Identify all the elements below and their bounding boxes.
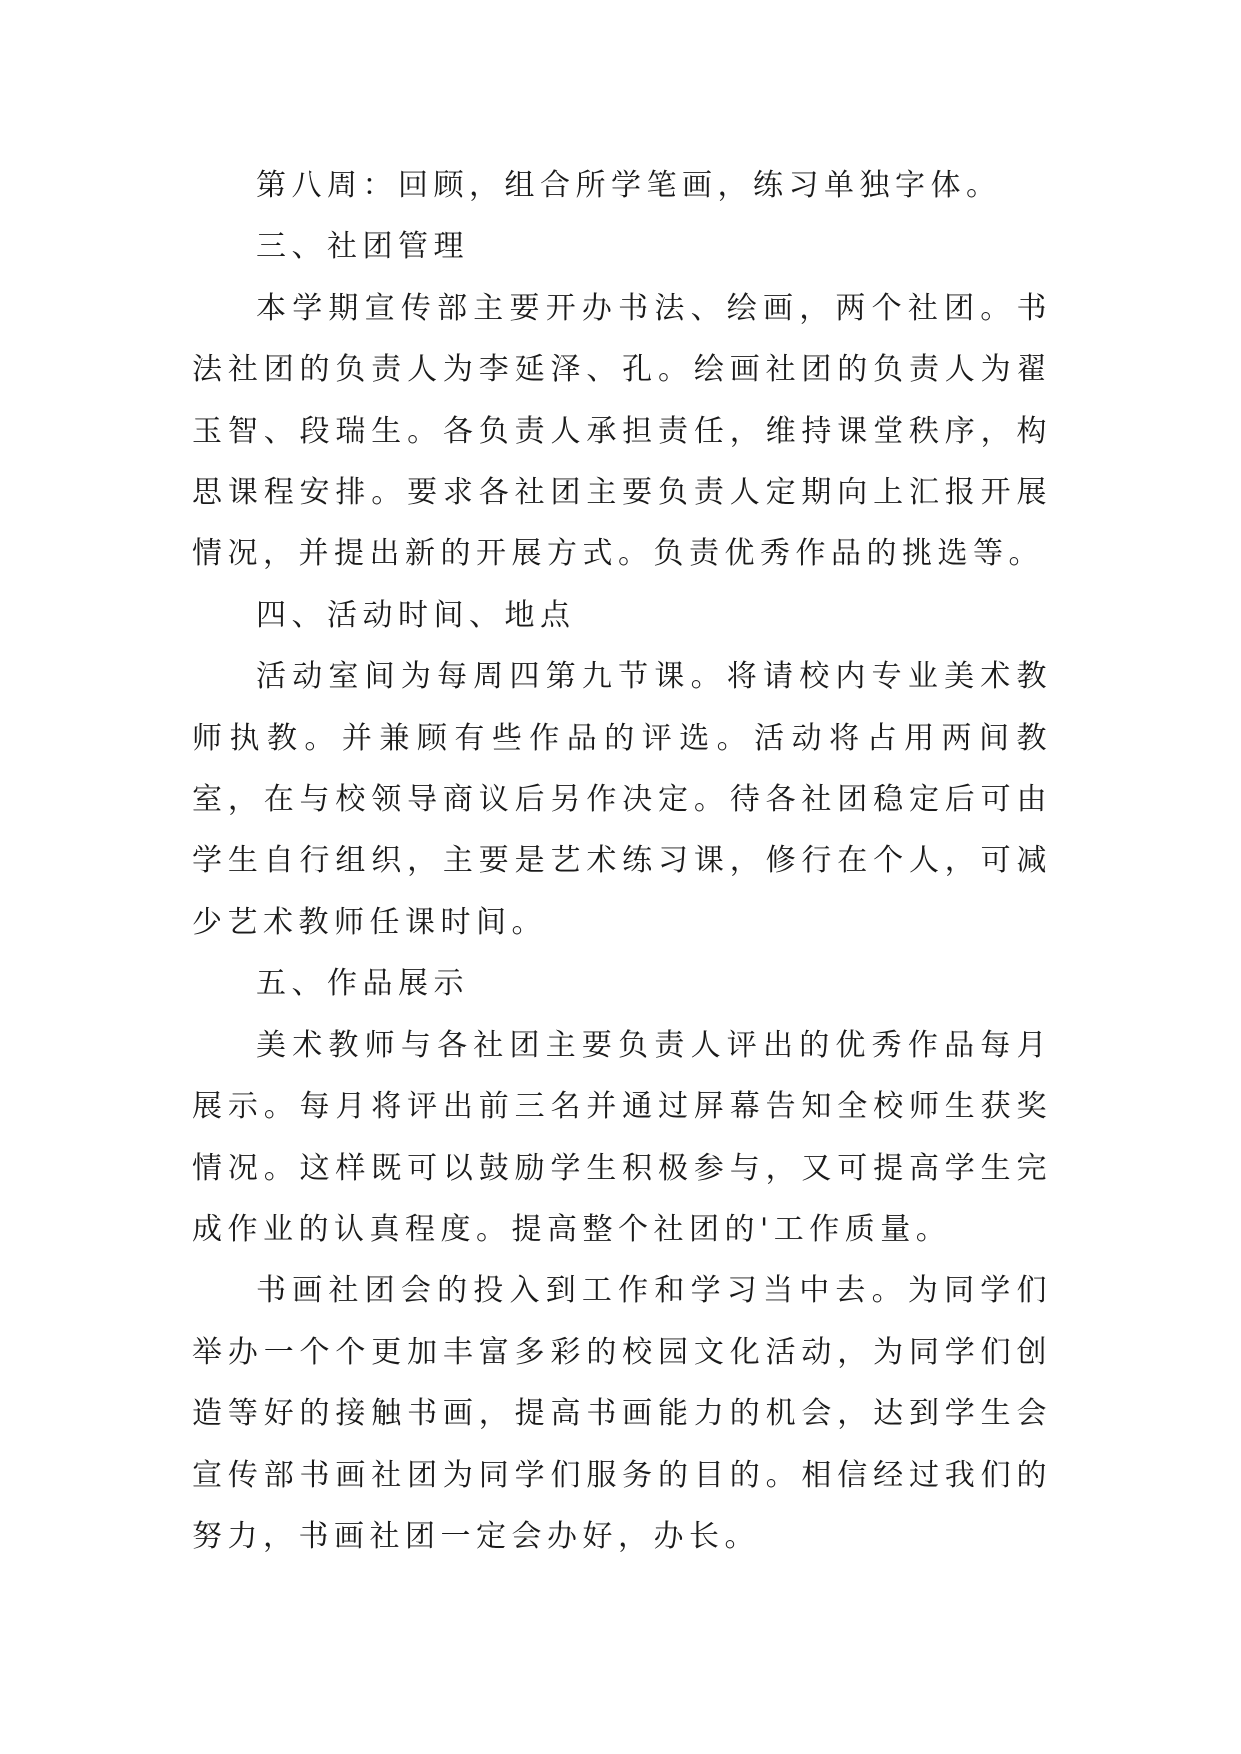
section-heading-club-management: 三、社团管理 [256, 229, 469, 265]
paragraph-time-location: 活动室间为每周四第九节课。将请校内专业美术教师执教。并兼顾有些作品的评选。活动将占用两间教室，在与校领导商议后另作决定。待各社团稳定后可由学生自行组织，主要是艺术练习课，修行在个人，可减少艺术教师任课时间。 [192, 659, 1052, 940]
section-heading-works-display: 五、作品展示 [256, 966, 469, 1002]
document-body [192, 155, 1052, 1567]
paragraph-conclusion: 书画社团会的投入到工作和学习当中去。为同学们举办一个个更加丰富多彩的校园文化活动，为同学们创造等好的接触书画，提高书画能力的机会，达到学生会宣传部书画社团为同学们服务的目的。相信经过我们的努力，书画社团一定会办好，办长。 [192, 1273, 1052, 1554]
paragraph-club-management: 本学期宣传部主要开办书法、绘画，两个社团。书法社团的负责人为李延泽、孔。绘画社团的负责人为翟玉智、段瑞生。各负责人承担责任，维持课堂秩序，构思课程安排。要求各社团主要负责人定期向上汇报开展情况，并提出新的开展方式。负责优秀作品的挑选等。 [192, 290, 1052, 572]
paragraph-week-eight: 第八周：回顾，组合所学笔画，练习单独字体。 [256, 168, 1002, 203]
section-heading-time-location: 四、活动时间、地点 [256, 597, 576, 633]
paragraph-works-display: 美术教师与各社团主要负责人评出的优秀作品每月展示。每月将评出前三名并通过屏幕告知全校师生获奖情况。这样既可以鼓励学生积极参与，又可提高学生完成作业的认真程度。提高整个社团的'工作质量。 [192, 1027, 1052, 1247]
